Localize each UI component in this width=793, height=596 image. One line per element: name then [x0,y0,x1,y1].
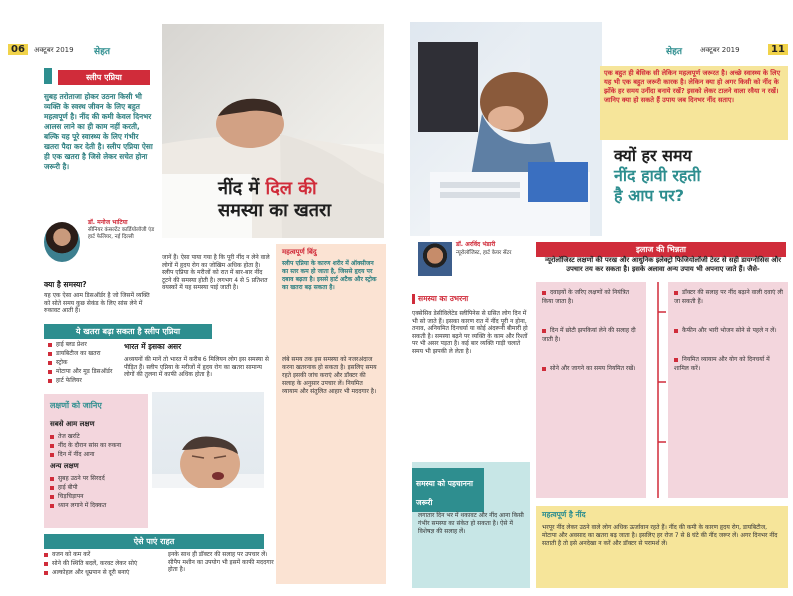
headline-part-3: है आप पर? [614,186,684,205]
relief-item: अल्कोहल और धूम्रपान से दूरी बनाएं [44,568,164,577]
doctor-name: डॉ. अरविंद भंडारी [456,241,496,248]
section-name: सेहत [94,47,110,57]
symptom-item: ध्यान लगाने में दिक्कत [50,501,144,510]
sleep-importance-title: महत्वपूर्ण है नींद [542,510,586,519]
question-heading: क्या है समस्या? [44,280,87,289]
right-doctor-byline [412,240,532,290]
connector-arrows [648,282,668,498]
issue-date: अक्टूबर 2019 [700,46,740,54]
important-points-intro: स्लीप एप्निया के कारण शरीर में ऑक्सीजन का स्तर कम हो जाता है, जिससे हृदय पर दबाव बढ़ता है। इससे हार्ट अटैक और स्ट्रोक का खतरा बढ़ सकता है। [282,260,377,291]
page-number: 11 [768,44,788,55]
left-page [0,0,392,596]
treatment-item: डॉक्टर की सलाह पर नींद बढ़ाने वाली दवाएं ली जा सकती हैं। [674,289,783,305]
snoring-man-illustration [152,392,264,528]
treatment-box-right [668,282,788,498]
treatment-list-left [542,288,642,373]
symptoms-other-heading: अन्य लक्षण [50,462,79,470]
right-headline [614,146,790,206]
column-text: जानें हैं। ऐसा पाया गया है कि पूरी नींद न लेने वाले लोगों में हृदय रोग का जोखिम अधिक होता है। स्लीप एप्निया के मरीजों को रात में बार-बार नींद टूटने की समस्या होती है। लगभग 4 से 5 प्रतिशत वयस्कों में यह समस्या पाई जाती है। [162,254,270,292]
symptom-item: हाई बीपी [50,483,144,492]
treatment-item: नियमित व्यायाम और योग को दिनचर्या में शामिल करें। [674,355,784,373]
relief-text: इनके साथ ही डॉक्टर की सलाह पर उपचार लें। सीपैप मशीन का उपयोग भी इसमें काफी मददगार होता है। [168,551,274,574]
risk-item: हाई ब्लड प्रेशर [48,340,114,349]
risk-bar: ये खतरा बढ़ा सकता है स्लीप एप्निया [44,324,212,339]
important-points-text: लंबे समय तक इस समस्या को नजरअंदाज करना खतरनाक हो सकता है। इसलिए समय रहते इसकी जांच कराएं और डॉक्टर की सलाह के अनुसार उपचार लें। नियमित व्यायाम और संतुलित आहार भी मददगार है। [282,356,377,395]
headline-part-1: नींद में [218,178,260,199]
symptoms-other-list [50,474,144,510]
doctor-byline [44,218,156,274]
topic-accent [44,68,52,84]
left-page-header [8,44,158,58]
issue-date: अक्टूबर 2019 [34,46,74,54]
right-page-header [666,44,790,58]
tired-woman-photo [410,22,602,236]
left-headline [218,178,384,222]
treatment-bar: इलाज की भिन्नता [536,242,786,257]
symptom-item: नींद के दौरान सांस का रुकना [50,441,144,450]
sleep-importance-text: भरपूर नींद लेकर उठने वाले लोग अधिक ऊर्जावान रहते हैं। नींद की कमी के कारण हृदय रोग, डायबिटीज, मोटापा और अवसाद का खतरा बढ़ जाता है। इसलिए हर रोज 7 से 8 घंटे की नींद जरूर लें। अगर दिनभर नींद सताती है तो इसे अनदेखा न करें और डॉक्टर से परामर्श लें। [542,524,778,547]
headline-part-3: समस्या का खतरा [218,200,332,221]
right-intro: एक बहुत ही बेसिक सी लेकिन महत्वपूर्ण जरूरत है। अच्छे स्वास्थ्य के लिए यह भी एक बहुत जरूरी कारक है। लेकिन क्या हो अगर किसी को नींद के झोंके हर समय उनींदा बनाये रखें? इसको लेकर टालने वाला रवैया न रखें। जानिए क्या हो सकते हैं उपाय जब दिनभर नींद सताए। [604,69,781,104]
treatment-list-right [674,288,784,373]
problem-heading [412,294,510,304]
treatment-item: दवाइयों के जरिए लक्षणों को नियंत्रित किया जाता है। [542,288,642,306]
symptom-item: चिड़चिड़ापन [50,492,144,501]
symptom-item: दिन में नींद आना [50,450,144,459]
headline-part-1: क्यों हर समय [614,146,692,165]
risk-item: डायबिटीज का खतरा [48,349,114,358]
treatment-item: कैफीन और भारी भोजन सोने से पहले न लें। [674,326,784,335]
symptoms-common-list [50,432,144,459]
page-gutter [392,0,410,596]
headline-part-2: नींद हावी रहती [614,166,701,185]
symptom-item: सुबह उठने पर सिरदर्द [50,474,144,483]
identify-title-box [412,468,484,512]
symptom-item: तेज खर्राटे [50,432,144,441]
risk-list [48,340,114,385]
india-heading: भारत में इसका असर [124,342,182,351]
india-text: अध्ययनों की मानें तो भारत में करीब 6 मिलियन लोग इस समस्या से पीड़ित हैं। स्लीप एप्निया के मरीजों में हृदय रोग का खतरा सामान्य लोगों की तुलना में काफी अधिक होता है। [124,356,269,379]
sleep-importance-box [536,506,788,588]
tired-woman-illustration [410,22,602,236]
treatment-item: सोने और जागने का समय नियमित रखें। [542,364,642,373]
doctor-title: सीनियर कंसल्टेंट कार्डियोलॉजी एंड हार्ट फेलियर, नई दिल्ली [88,227,155,240]
risk-item: मोटापा और मूड डिसऑर्डर [48,367,114,376]
symptoms-title: लक्षणों को जानिए [50,401,102,410]
topic-label: स्लीप एप्निया [58,70,150,85]
relief-bar: ऐसे पाएं राहत [44,534,264,549]
important-points-title: महत्वपूर्ण बिंदु [282,248,317,256]
right-intro-box [600,66,788,140]
treatment-item: दिन में छोटी झपकियां लेने की सलाह दी जाती है। [542,326,642,344]
identify-title: समस्या को पहचानना जरूरी [416,479,473,507]
identify-box [412,462,530,588]
identify-text: लगातार दिन भर में थकावट और नींद आना किसी गंभीर समस्या का संकेत हो सकता है। ऐसे में विशेषज्ञ की सलाह लें। [418,512,524,535]
problem-heading-text: समस्या का उभरना [418,294,469,303]
page-number: 06 [8,44,28,55]
relief-list [44,550,164,577]
headline-part-2: दिल की [265,178,317,199]
intro-paragraph: सुबह तरोताजा होकर उठना किसी भी व्यक्ति के स्वस्थ जीवन के लिए बहुत महत्वपूर्ण है। नींद की कमी केवल दिनभर आलस लाने का ही काम नहीं करती, बल्कि यह पूरे स्वास्थ्य के लिए गंभीर खतरा पैदा कर देती है। स्लीप एप्निया ऐसा ही एक खतरा है जिसे लेकर सचेत होना जरूरी है। [44,92,153,171]
section-name: सेहत [666,47,682,57]
relief-item: वजन को कम करें [44,550,164,559]
risk-item: स्ट्रोक [48,358,114,367]
symptoms-box [44,394,148,528]
doctor-title: न्यूरोलॉजिस्ट, हार्ट केयर सेंटर [456,250,512,256]
question-text: यह एक ऐसा आम डिसऑर्डर है जो जिसमें व्यक्ति को सोते समय कुछ सेकंड के लिए सांस लेने में रुकावट आती है। [44,292,150,315]
risk-item: हार्ट फेलियर [48,376,114,385]
relief-item: सोने की स्थिति बदलें, करवट लेकर सोएं [44,559,164,568]
important-points-box [276,244,386,584]
doctor-name: डॉ. मनोज भाटिया [88,219,128,226]
doctor-avatar [44,222,80,262]
right-page [410,0,793,596]
snoring-man-photo [152,392,264,528]
symptoms-common-heading: सबसे आम लक्षण [50,420,95,428]
treatment-box-left [536,282,646,498]
doctor-avatar [418,242,452,276]
problem-text: एक्सेसिव डेसीविलेटेड स्लीपिनेस से ग्रसित लोग दिन में भी सो जाते हैं। इसका कारण रात में नींद पूरी न होना, तनाव, अनियमित दिनचर्या या कोई अंदरूनी बीमारी हो सकती है। समस्या बढ़ने पर व्यक्ति के काम और रिश्तों पर भी असर पड़ता है। कई बार व्यक्ति गाड़ी चलाते समय भी झपकी ले लेता है। [412,310,528,355]
treatment-intro: न्यूरोलॉजिस्ट लक्षणों की परख और आधुनिक इलेक्ट्रो फिजियोलॉजी टेस्ट से सही डायग्नोसिस और उपचार तय कर सकता है। इसके अलावा अन्य उपाय भी अपनाए जाते हैं। जैसे- [544,256,782,273]
